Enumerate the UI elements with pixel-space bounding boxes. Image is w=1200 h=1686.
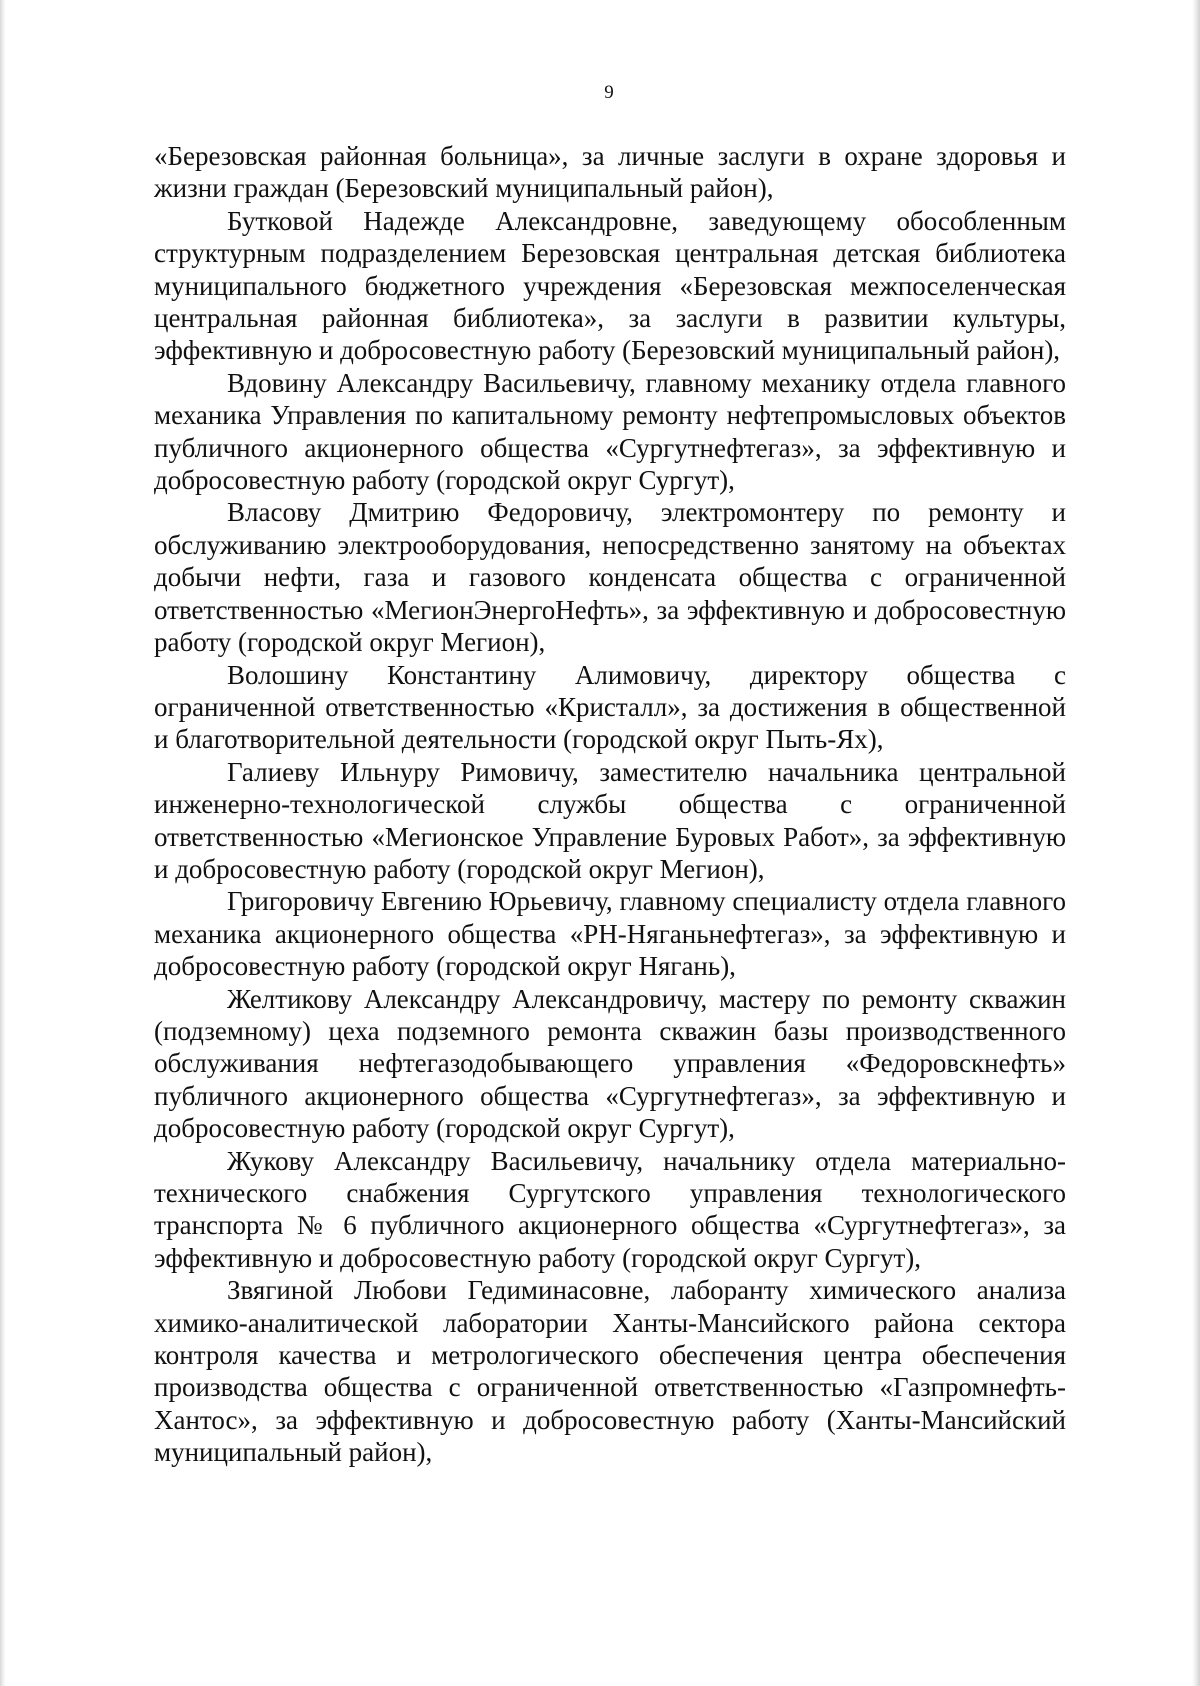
page-number: 9 xyxy=(604,82,614,103)
paragraph-voloshin: Волошину Константину Алимовичу, директору общества с ограниченной ответственностью «Кристалл», за достижения в общественной и благотворительной деятельности (городской округ Пыть-Ях), xyxy=(154,659,1066,755)
paragraph-grigorovich: Григоровичу Евгению Юрьевичу, главному специалисту отдела главного механика акционерного общества «РН-Няганьнефтегаз», за эффективную и добросовестную работу (городской округ Нягань), xyxy=(154,886,1066,982)
paragraph-continuation: «Березовская районная больница», за личные заслуги в охране здоровья и жизни граждан (Березовский муниципальный район), xyxy=(154,141,1066,204)
paragraph-zvyagina: Звягиной Любови Гедиминасовне, лаборанту химического анализа химико-аналитической лаборатории Ханты-Мансийского района сектора контроля качества и метрологического обеспечения центра обеспечения производства общества с ограниченной ответственностью «Газпромнефть-Хантос», за эффективную и добросовестную работу (Ханты-Мансийский муниципальный район), xyxy=(154,1275,1066,1468)
paragraph-butkova: Бутковой Надежде Александровне, заведующему обособленным структурным подразделением Березовская центральная детская библиотека муниципального бюджетного учреждения «Березовская межпоселенческая центральная районная библиотека», за заслуги в развитии культуры, эффективную и добросовестную работу (Березовский муниципальный район), xyxy=(154,205,1066,366)
paragraph-zhukov: Жукову Александру Васильевичу, начальнику отдела материально-технического снабжения Сургутского управления технологического транспорта № 6 публичного акционерного общества «Сургутнефтегаз», за эффективную и добросовестную работу (городской округ Сургут), xyxy=(154,1145,1066,1273)
paragraph-zheltikov: Желтикову Александру Александровичу, мастеру по ремонту скважин (подземному) цеха подземного ремонта скважин базы производственного обслуживания нефтегазодобывающего управления «Федоровскнефть» публичного акционерного общества «Сургутнефтегаз», за эффективную и добросовестную работу (городской округ Сургут), xyxy=(154,983,1066,1144)
paragraph-galiev: Галиеву Ильнуру Римовичу, заместителю начальника центральной инженерно-технологической службы общества с ограниченной ответственностью «Мегионское Управление Буровых Работ», за эффективную и добросовестную работу (городской округ Мегион), xyxy=(154,756,1066,884)
scan-edge-right xyxy=(1192,0,1200,1686)
document-body xyxy=(154,140,1066,1469)
scan-edge-left xyxy=(0,0,6,1686)
paragraph-vlasov: Власову Дмитрию Федоровичу, электромонтеру по ремонту и обслуживанию электрооборудования, непосредственно занятому на объектах добычи нефти, газа и газового конденсата общества с ограниченной ответственностью «МегионЭнергоНефть», за эффективную и добросовестную работу (городской округ Мегион), xyxy=(154,497,1066,658)
paragraph-vdovin: Вдовину Александру Васильевичу, главному механику отдела главного механика Управления по капитальному ремонту нефтепромысловых объектов публичного акционерного общества «Сургутнефтегаз», за эффективную и добросовестную работу (городской округ Сургут), xyxy=(154,367,1066,496)
